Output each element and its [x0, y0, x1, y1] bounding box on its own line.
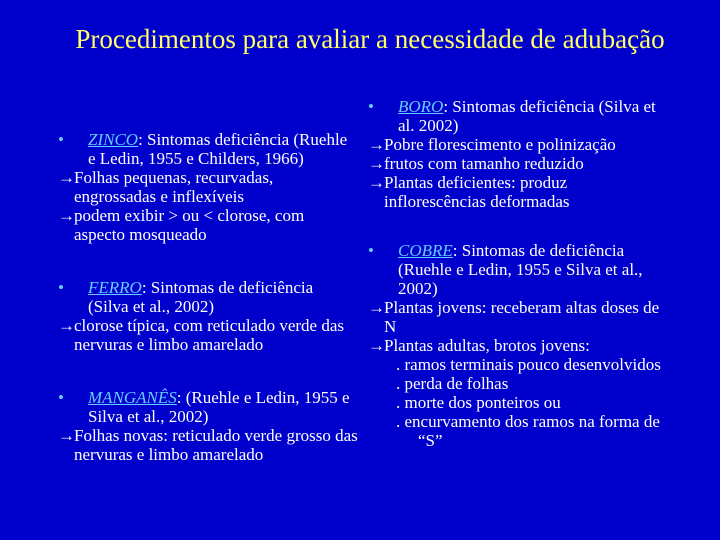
cobre-block [368, 241, 668, 298]
arrow-right-icon: → [368, 173, 385, 192]
ferro-item: →clorose típica, com reticulado verde das nervuras e limbo amarelado [58, 316, 344, 354]
cobre-subitem: . perda de folhas [396, 374, 509, 393]
cobre-description: : Sintomas de deficiência (Ruehle e Ledin, 1955 e Silva et al., 2002) [398, 241, 643, 298]
bullet-icon: • [368, 97, 374, 116]
boro-items [368, 135, 668, 211]
left-column [58, 130, 358, 464]
zinco-description: : Sintomas deficiência (Ruehle e Ledin, 1955 e Childers, 1966) [88, 130, 348, 168]
bullet-icon: • [58, 388, 64, 407]
cobre-subitem: . ramos terminais pouco desenvolvidos [396, 355, 661, 374]
arrow-right-icon: → [368, 154, 385, 173]
slide-title: Procedimentos para avaliar a necessidade de adubação [75, 24, 665, 54]
manganes-block [58, 388, 358, 426]
arrow-right-icon: → [58, 168, 75, 187]
ferro-items [58, 316, 358, 354]
bullet-icon: • [58, 130, 64, 149]
ferro-block [58, 278, 358, 316]
arrow-right-icon: → [368, 135, 385, 154]
ferro-heading: FERRO [88, 278, 142, 297]
cobre-item: →Plantas jovens: receberam altas doses de N [368, 298, 660, 336]
arrow-right-icon: → [58, 316, 75, 335]
cobre-heading: COBRE [398, 241, 453, 260]
cobre-subitem: . encurvamento dos ramos na forma de “S” [396, 412, 660, 450]
cobre-subitem: . morte dos ponteiros ou [396, 393, 561, 412]
zinco-block [58, 130, 358, 168]
boro-item: →Plantas deficientes: produz inflorescências deformadas [368, 173, 570, 211]
manganes-heading: MANGANÊS [88, 388, 177, 407]
zinco-heading: ZINCO [88, 130, 139, 149]
arrow-right-icon: → [368, 336, 385, 355]
manganes-items [58, 426, 358, 464]
boro-item: →Pobre florescimento e polinização [368, 135, 616, 154]
cobre-item: →Plantas adultas, brotos jovens: [368, 336, 590, 355]
zinco-item: →Folhas pequenas, recurvadas, engrossadas e inflexíveis [58, 168, 274, 206]
zinco-item: →podem exibir > ou < clorose, com aspecto mosqueado [58, 206, 305, 244]
boro-block [368, 97, 668, 135]
boro-description: : Sintomas deficiência (Silva et al. 2002) [398, 97, 656, 135]
arrow-right-icon: → [58, 426, 75, 445]
cobre-items [368, 298, 668, 355]
bullet-icon: • [368, 241, 374, 260]
bullet-icon: • [58, 278, 64, 297]
cobre-subitems [368, 355, 668, 450]
right-column [368, 97, 668, 450]
zinco-items [58, 168, 358, 244]
ferro-description: : Sintomas de deficiência (Silva et al., 2002) [88, 278, 314, 316]
boro-item: →frutos com tamanho reduzido [368, 154, 584, 173]
manganes-description: : (Ruehle e Ledin, 1955 e Silva et al., 2002) [88, 388, 350, 426]
arrow-right-icon: → [58, 206, 75, 225]
boro-heading: BORO [398, 97, 444, 116]
manganes-item: →Folhas novas: reticulado verde grosso das nervuras e limbo amarelado [58, 426, 358, 464]
arrow-right-icon: → [368, 298, 385, 317]
